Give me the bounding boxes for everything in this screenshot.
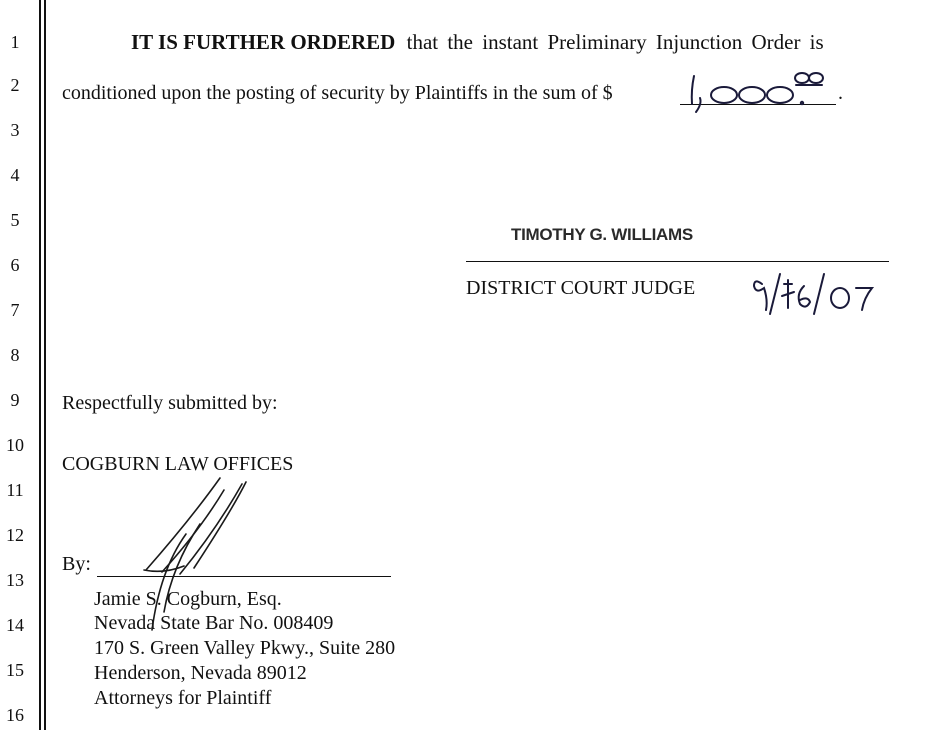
line-number: 6 bbox=[10, 255, 20, 275]
line-number: 8 bbox=[10, 345, 20, 365]
line-number: 2 bbox=[10, 75, 20, 95]
line-number: 14 bbox=[6, 615, 24, 635]
line-number: 7 bbox=[10, 300, 20, 320]
submitted-by-intro: Respectfully submitted by: bbox=[62, 392, 278, 414]
line-number: 9 bbox=[10, 390, 20, 410]
order-line1-text: that the instant Preliminary Injunction Order is bbox=[406, 30, 824, 54]
handwritten-amount bbox=[678, 68, 838, 118]
margin-rule-right bbox=[44, 0, 46, 730]
attorney-signature bbox=[120, 470, 260, 630]
order-line-1 bbox=[131, 30, 824, 55]
line-number: 13 bbox=[6, 570, 24, 590]
attorney-bar-number: Nevada State Bar No. 008409 bbox=[94, 612, 334, 634]
line-number: 5 bbox=[10, 210, 20, 230]
line-number: 15 bbox=[6, 660, 24, 680]
firm-address-line-1: 170 S. Green Valley Pkwy., Suite 280 bbox=[94, 637, 396, 659]
order-line-2: conditioned upon the posting of security by Plaintiffs in the sum of $ bbox=[62, 82, 613, 104]
handwritten-date bbox=[748, 270, 888, 320]
line-number: 10 bbox=[6, 435, 24, 455]
order-period: . bbox=[838, 82, 843, 104]
law-firm-name: COGBURN LAW OFFICES bbox=[62, 453, 294, 475]
judge-signature-line bbox=[466, 261, 889, 262]
line-number: 1 bbox=[10, 32, 20, 52]
attorney-role: Attorneys for Plaintiff bbox=[94, 687, 272, 709]
judge-stamped-name: TIMOTHY G. WILLIAMS bbox=[511, 225, 693, 244]
line-number: 16 bbox=[6, 705, 24, 725]
margin-rule-left bbox=[39, 0, 41, 730]
order-bold-lead: IT IS FURTHER ORDERED bbox=[131, 30, 396, 54]
line-number: 12 bbox=[6, 525, 24, 545]
firm-address-line-2: Henderson, Nevada 89012 bbox=[94, 662, 307, 684]
by-label: By: bbox=[62, 553, 91, 575]
line-number: 4 bbox=[10, 165, 20, 185]
line-number: 3 bbox=[10, 120, 20, 140]
judge-title: DISTRICT COURT JUDGE bbox=[466, 277, 696, 299]
attorney-name: Jamie S. Cogburn, Esq. bbox=[94, 588, 282, 610]
line-number: 11 bbox=[6, 480, 24, 500]
